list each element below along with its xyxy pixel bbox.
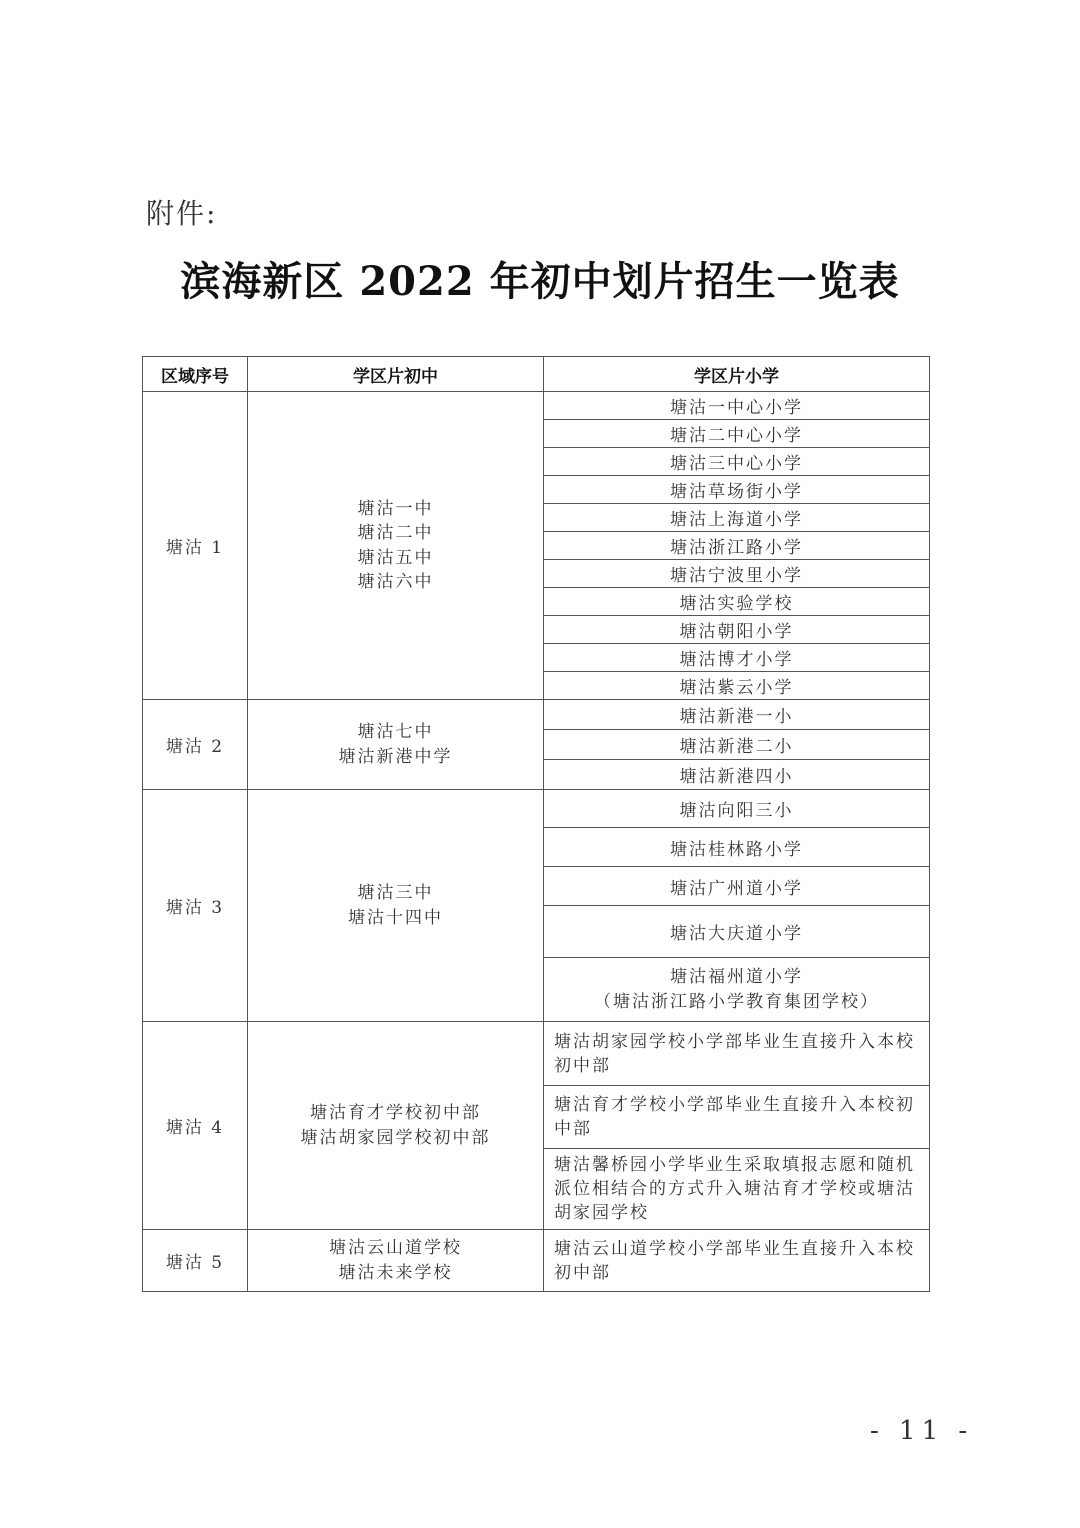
table-row [143, 790, 930, 828]
primary-school-name: 塘沽福州道小学 [670, 967, 803, 987]
middle-schools-cell [248, 1022, 544, 1230]
region-cell: 塘沽 2 [143, 700, 248, 790]
table-row [143, 392, 930, 420]
middle-school: 塘沽五中 [357, 547, 434, 568]
middle-school: 塘沽一中 [357, 498, 434, 519]
region-cell: 塘沽 5 [143, 1230, 248, 1292]
middle-school: 塘沽七中 [357, 722, 434, 742]
primary-school: 塘沽云山道学校小学部毕业生直接升入本校初中部 [544, 1230, 930, 1292]
middle-schools-cell [248, 790, 544, 1022]
primary-school: 塘沽浙江路小学 [544, 532, 930, 560]
table-row [143, 1022, 930, 1086]
middle-school: 塘沽未来学校 [338, 1262, 453, 1283]
header-primary-school: 学区片小学 [544, 357, 930, 392]
middle-school: 塘沽云山道学校 [329, 1238, 462, 1258]
primary-school: 塘沽二中心小学 [544, 420, 930, 448]
primary-school: 塘沽胡家园学校小学部毕业生直接升入本校初中部 [544, 1022, 930, 1086]
primary-school-note: （塘沽浙江路小学教育集团学校） [594, 991, 879, 1012]
page-number: - 11 - [870, 1416, 974, 1446]
primary-school: 塘沽向阳三小 [544, 790, 930, 828]
table-header-row [143, 357, 930, 392]
primary-school: 塘沽广州道小学 [544, 867, 930, 906]
region-cell: 塘沽 3 [143, 790, 248, 1022]
primary-school [544, 958, 930, 1022]
middle-school: 塘沽胡家园学校初中部 [300, 1127, 491, 1148]
document-title: 滨海新区 2022 年初中划片招生一览表 [180, 258, 900, 305]
middle-schools-cell [248, 700, 544, 790]
primary-school: 塘沽育才学校小学部毕业生直接升入本校初中部 [544, 1086, 930, 1149]
region-cell: 塘沽 1 [143, 392, 248, 700]
primary-school: 塘沽新港二小 [544, 730, 930, 760]
primary-school: 塘沽馨桥园小学毕业生采取填报志愿和随机派位相结合的方式升入塘沽育才学校或塘沽胡家园学校 [544, 1149, 930, 1230]
region-cell: 塘沽 4 [143, 1022, 248, 1230]
primary-school: 塘沽草场街小学 [544, 476, 930, 504]
middle-school: 塘沽三中 [357, 883, 434, 903]
primary-school: 塘沽朝阳小学 [544, 616, 930, 644]
primary-school: 塘沽大庆道小学 [544, 906, 930, 958]
primary-school: 塘沽新港一小 [544, 700, 930, 730]
primary-school: 塘沽三中心小学 [544, 448, 930, 476]
primary-school: 塘沽实验学校 [544, 588, 930, 616]
primary-school: 塘沽宁波里小学 [544, 560, 930, 588]
middle-school: 塘沽新港中学 [338, 746, 453, 767]
middle-school: 塘沽育才学校初中部 [310, 1103, 481, 1123]
middle-school: 塘沽二中 [357, 523, 434, 543]
middle-school: 塘沽十四中 [348, 907, 443, 928]
middle-schools-cell [248, 392, 544, 700]
primary-school: 塘沽桂林路小学 [544, 828, 930, 867]
header-middle-school: 学区片初中 [248, 357, 544, 392]
primary-school: 塘沽一中心小学 [544, 392, 930, 420]
attachment-label: 附件: [146, 197, 218, 230]
header-region: 区域序号 [143, 357, 248, 392]
enrollment-table [142, 356, 930, 1292]
primary-school: 塘沽博才小学 [544, 644, 930, 672]
primary-school: 塘沽紫云小学 [544, 672, 930, 700]
middle-schools-cell [248, 1230, 544, 1292]
primary-school: 塘沽新港四小 [544, 760, 930, 790]
table-row [143, 700, 930, 730]
primary-school: 塘沽上海道小学 [544, 504, 930, 532]
table-row [143, 1230, 930, 1292]
middle-school: 塘沽六中 [357, 572, 434, 592]
